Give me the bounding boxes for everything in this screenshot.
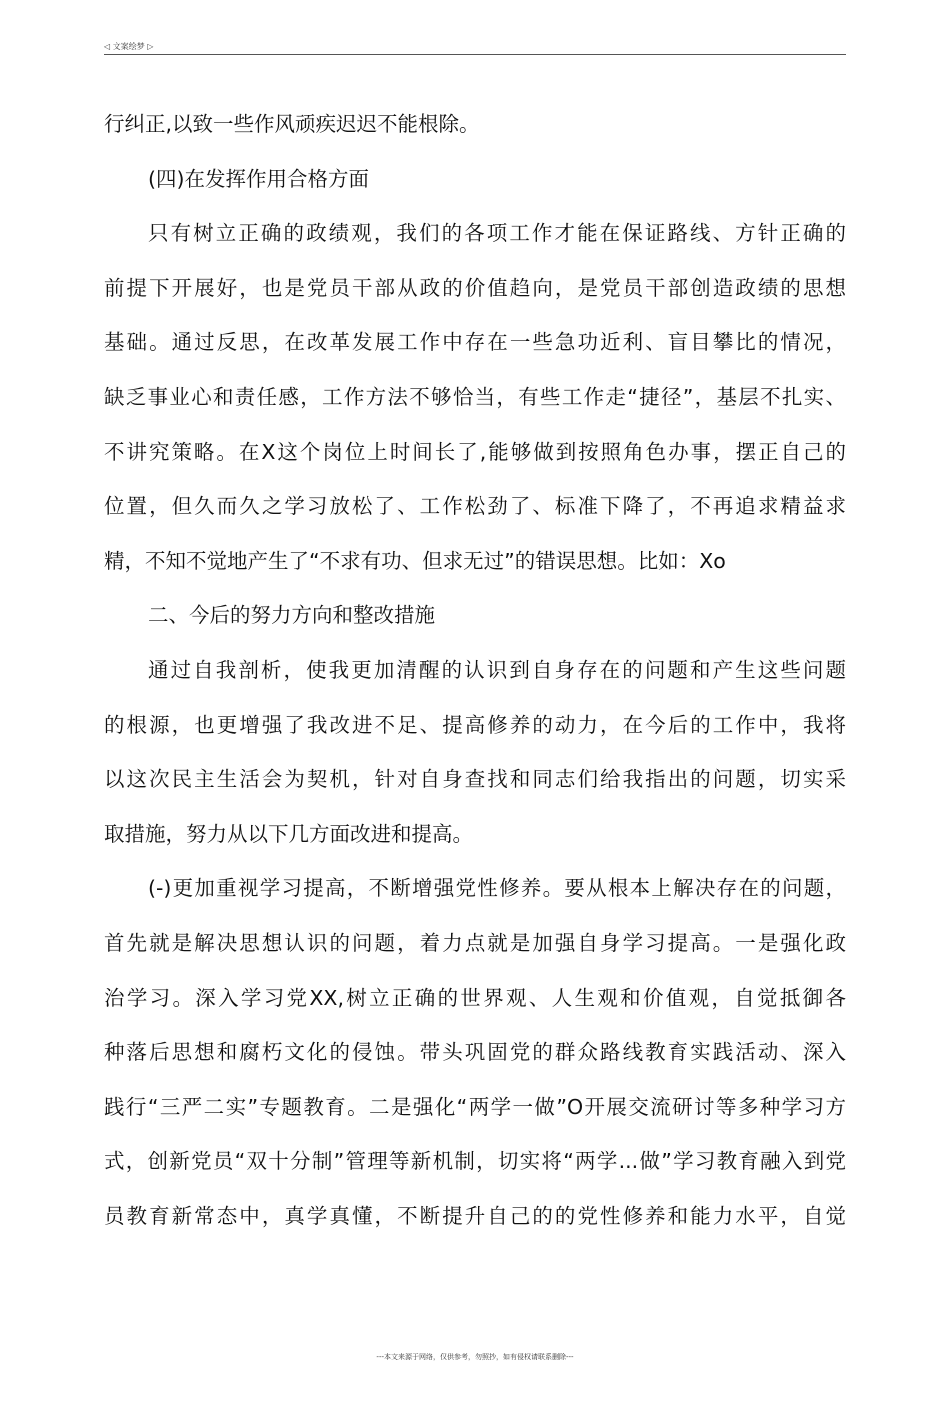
text-line: 通过自我剖析，使我更加清醒的认识到自身存在的问题和产生这些问题: [148, 657, 846, 682]
text-line: 取措施，努力从以下几方面改进和提高。: [104, 821, 473, 846]
text-line: 只有树立正确的政绩观，我们的各项工作才能在保证路线、方针正确的: [148, 221, 846, 246]
text-line: 精，不知不觉地产生了“不求有功、但求无过”的错误思想。比如：Xo: [104, 548, 726, 573]
text-line: 员教育新常态中，真学真懂，不断提升自己的的党性修养和能力水平，自觉: [104, 1203, 846, 1228]
text-line: (四)在发挥作用合格方面: [148, 166, 369, 191]
document-body: [104, 104, 846, 1250]
page-header: ◁ 文案绘梦 ▷: [104, 42, 154, 51]
text-line: 行纠正,以致一些作风顽疾迟迟不能根除。: [104, 112, 480, 136]
text-line: 以这次民主生活会为契机，针对自身查找和同志们给我指出的问题，切实采: [104, 767, 846, 792]
text-line: 位置，但久而久之学习放松了、工作松劲了、标准下降了，不再追求精益求: [104, 494, 846, 519]
text-line: 基础。通过反思，在改革发展工作中存在一些急功近利、盲目攀比的情况，: [104, 330, 846, 355]
header-divider: [104, 54, 846, 55]
text-line: 式，创新党员“双十分制”管理等新机制，切实将“两学...做”学习教育融入到党: [104, 1149, 846, 1174]
text-line: 种落后思想和腐朽文化的侵蚀。带头巩固党的群众路线教育实践活动、深入: [104, 1040, 846, 1065]
text-line: 践行“三严二实”专题教育。二是强化“两学一做”O开展交流研讨等多种学习方: [104, 1094, 846, 1119]
text-line: 二、今后的努力方向和整改措施: [148, 603, 435, 628]
text-line: 不讲究策略。在X这个岗位上时间长了,能够做到按照角色办事，摆正自己的: [104, 439, 846, 464]
text-line: 前提下开展好，也是党员干部从政的价值趋向，是党员干部创造政绩的思想: [104, 275, 846, 300]
text-line: 缺乏事业心和责任感，工作方法不够恰当，有些工作走“捷径”，基层不扎实、: [104, 384, 846, 409]
text-line: (-)更加重视学习提高，不断增强党性修养。要从根本上解决存在的问题，: [148, 876, 846, 901]
text-line: 治学习。深入学习党XX,树立正确的世界观、人生观和价值观，自觉抵御各: [104, 985, 846, 1010]
text-line: 的根源，也更增强了我改进不足、提高修养的动力，在今后的工作中，我将: [104, 712, 846, 737]
page-footer: ---本文来源于网络，仅供参考，勿照抄，如有侵权请联系删除---: [376, 1353, 574, 1361]
text-line: 首先就是解决思想认识的问题，着力点就是加强自身学习提高。一是强化政: [104, 930, 846, 955]
